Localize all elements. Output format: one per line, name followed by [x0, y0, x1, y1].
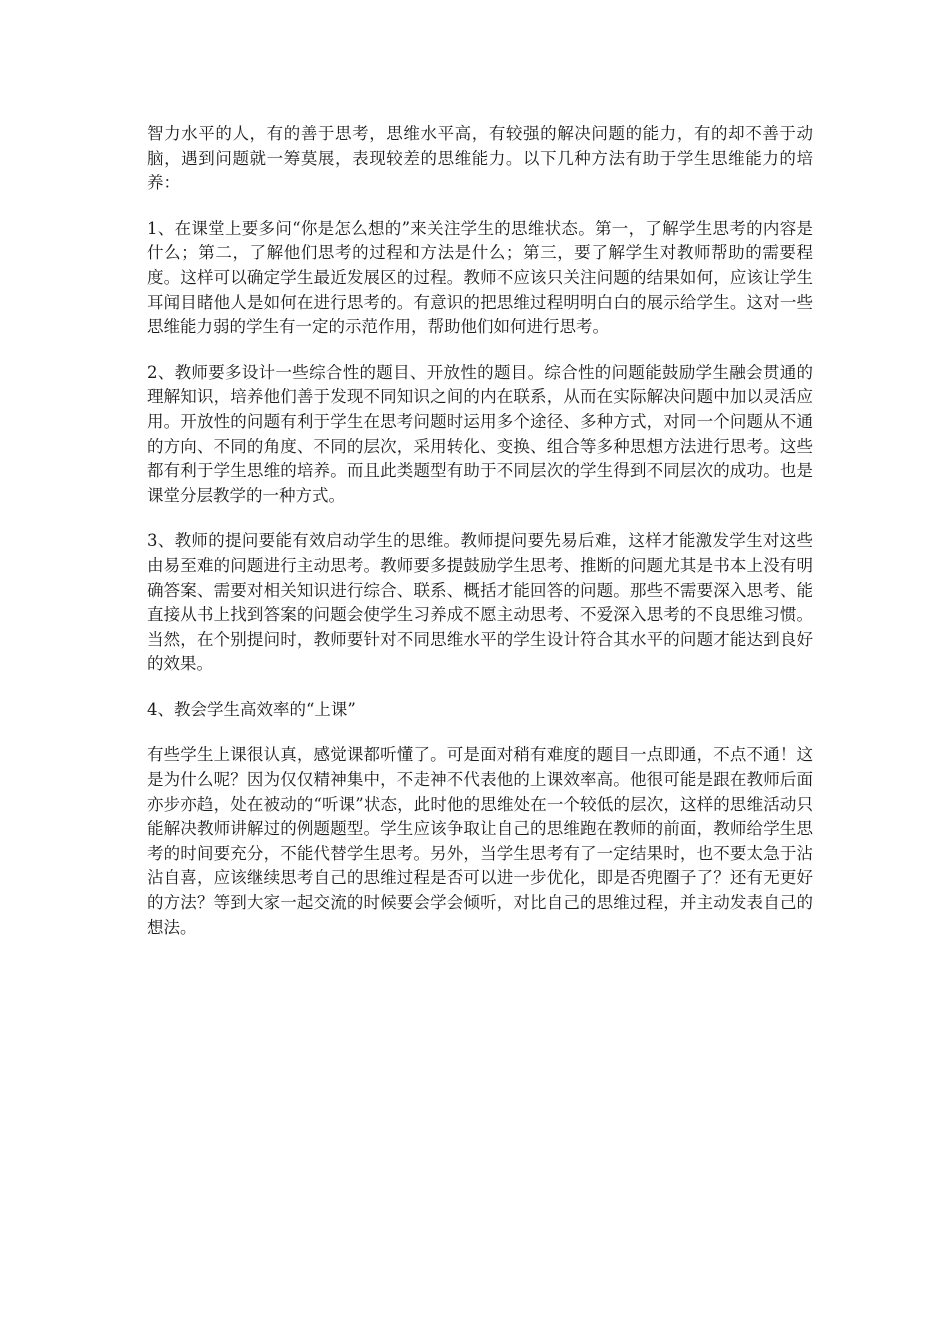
paragraph-method-2: 2、教师要多设计一些综合性的题目、开放性的题目。综合性的问题能鼓励学生融会贯通的理解知识，培养他们善于发现不同知识之间的内在联系，从而在实际解决问题中加以灵活应用。开放性的问题有利于学生在思考问题时运用多个途径、多种方式，对同一个问题从不通的方向、不同的角度、不同的层次，采用转化、变换、组合等多种思想方法进行思考。这些都有利于学生思维的培养。而且此类题型有助于不同层次的学生得到不同层次的成功。也是课堂分层教学的一种方式。	[147, 362, 813, 505]
document-body	[147, 122, 813, 940]
paragraph-method-4-heading: 4、教会学生高效率的“上课”	[147, 699, 356, 719]
paragraph-intro: 智力水平的人，有的善于思考，思维水平高，有较强的解决问题的能力，有的却不善于动脑，遇到问题就一筹莫展，表现较差的思维能力。以下几种方法有助于学生思维能力的培养：	[147, 124, 813, 193]
paragraph-method-3: 3、教师的提问要能有效启动学生的思维。教师提问要先易后难，这样才能激发学生对这些由易至难的问题进行主动思考。教师要多提鼓励学生思考、推断的问题尤其是书本上没有明确答案、需要对相关知识进行综合、联系、概括才能回答的问题。那些不需要深入思考、能直接从书上找到答案的问题会使学生习养成不愿主动思考、不爱深入思考的不良思维习惯。当然，在个别提问时，教师要针对不同思维水平的学生设计符合其水平的问题才能达到良好的效果。	[147, 531, 813, 674]
paragraph-method-1: 1、在课堂上要多问“你是怎么想的”来关注学生的思维状态。第一，了解学生思考的内容是什么；第二，了解他们思考的过程和方法是什么；第三，要了解学生对教师帮助的需要程度。这样可以确定学生最近发展区的过程。教师不应该只关注问题的结果如何，应该让学生耳闻目睹他人是如何在进行思考的。有意识的把思维过程明明白白的展示给学生。这对一些思维能力弱的学生有一定的示范作用，帮助他们如何进行思考。	[147, 218, 813, 337]
paragraph-method-4-body: 有些学生上课很认真，感觉课都听懂了。可是面对稍有难度的题目一点即通，不点不通！这是为什么呢？因为仅仅精神集中，不走神不代表他的上课效率高。他很可能是跟在教师后面亦步亦趋，处在被动的“听课”状态，此时他的思维处在一个较低的层次，这样的思维活动只能解决教师讲解过的例题题型。学生应该争取让自己的思维跑在教师的前面，教师给学生思考的时间要充分，不能代替学生思考。另外，当学生思考有了一定结果时，也不要太急于沾沾自喜，应该继续思考自己的思维过程是否可以进一步优化，即是否兜圈子了？还有无更好的方法？等到大家一起交流的时候要会学会倾听，对比自己的思维过程，并主动发表自己的想法。	[147, 745, 813, 937]
